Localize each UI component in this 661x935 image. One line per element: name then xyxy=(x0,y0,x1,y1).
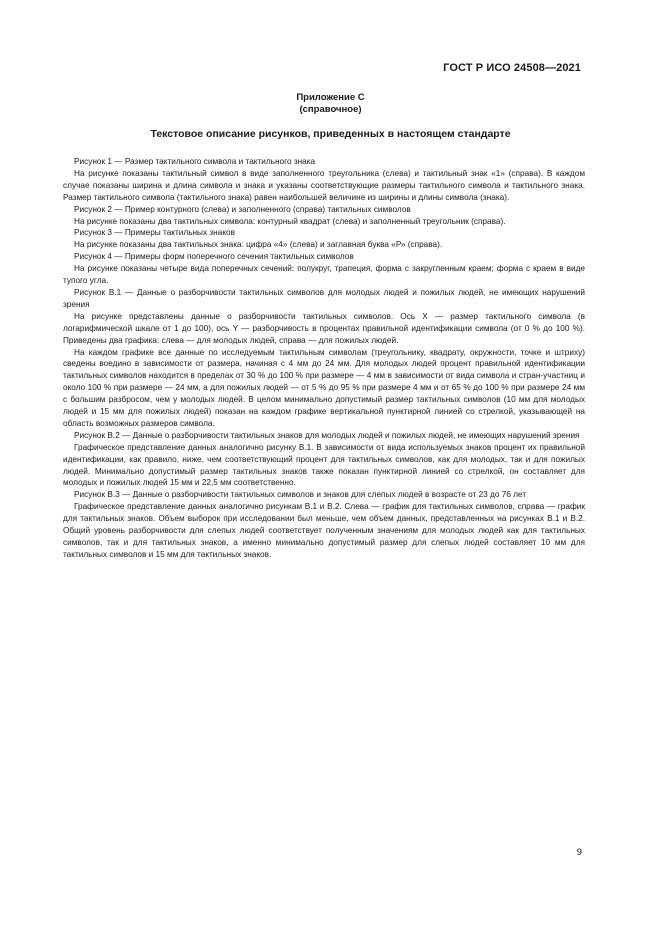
figure-caption: Рисунок 4 — Примеры форм поперечного сечения тактильных символов xyxy=(74,252,354,262)
figure-description: На каждом графике все данные по исследуемым тактильным символам (треугольнику, квадрату, окружности, точке и штриху) сведены воедино в зависимости от размера, начиная с 4 мм до 24 мм. Для молодых людей процент правильной идентификации тактильных символов находится в пределах от 30 % до 100 % при размере — 4 мм в зависимости от вида символа и стран-участниц и около 100 % при размере — 24 мм, а для пожилых людей — от 5 % до 95 % при размере 4 мм и от 65 % до 100 % при размере 24 мм с большим разбросом, чем у молодых людей. В целом минимально допустимый размер тактильных символов (10 мм для молодых людей и 15 мм для пожилых людей) показан на каждом графике вертикальной пунктирной линией со стрелкой, указывающей на область возможных размеров символа. xyxy=(63,347,585,428)
figure-description: На рисунке показаны два тактильных символа: контурный квадрат (слева) и заполненный треугольник (справа). xyxy=(74,216,506,226)
figure-description: На рисунке представлены данные о разборчивости тактильных символов. Ось Х — размер тактильного символа (в логарифмической шкале от 1 до 100), ось Y — разборчивость в процентах правильной идентификации символа (от 0 % до 100 %). Приведены два графика: слева — для молодых людей, справа — для пожилых людей. xyxy=(63,311,585,345)
standard-code: ГОСТ Р ИСО 24508—2021 xyxy=(443,62,581,74)
figure-caption: Рисунок 3 — Примеры тактильных знаков xyxy=(74,228,236,238)
figure-description: На рисунке показаны тактильный символ в виде заполненного треугольника (слева) и тактильный знак «1» (справа). В каждом случае показаны ширина и длина символа и знака и указаны соответствующие размеры тактильного символа и тактильного знака. Размер тактильного символа (тактильного знака) равен наибольшей величине из ширины и длины символа (знака). xyxy=(63,168,585,202)
body-text xyxy=(63,156,585,561)
figure-caption: Рисунок В.1 — Данные о разборчивости тактильных символов для молодых людей и пожилых людей, не имеющих нарушений зрения xyxy=(63,287,585,309)
figure-caption: Рисунок 2 — Пример контурного (слева) и заполненного (справа) тактильных символов xyxy=(74,204,411,214)
annex-heading xyxy=(0,92,661,116)
figure-description: На рисунке показаны два тактильных знака: цифра «4» (слева) и заглавная буква «Р» (справа). xyxy=(74,240,443,250)
figure-description: На рисунке показаны четыре вида поперечных сечений: полукруг, трапеция, форма с закругленным краем; форма с краем в виде тупого угла. xyxy=(63,264,585,286)
figure-caption: Рисунок В.2 — Данные о разборчивости тактильных знаков для молодых людей и пожилых людей, не имеющих нарушений зрения xyxy=(74,430,580,440)
page-number: 9 xyxy=(576,847,582,858)
figure-caption: Рисунок 1 — Размер тактильного символа и тактильного знака xyxy=(74,157,316,166)
annex-title: Текстовое описание рисунков, приведенных в настоящем стандарте xyxy=(150,128,511,140)
figure-caption: Рисунок В.3 — Данные о разборчивости тактильных символов и знаков для слепых людей в возрасте от 23 до 76 лет xyxy=(74,490,527,500)
annex-status: (справочное) xyxy=(299,104,362,115)
figure-description: Графическое представление данных аналогично рисунку В.1. В зависимости от вида используемых знаков процент их правильной идентификации, как правило, ниже, чем соответствующий процент для тактильных символов, как для молодых, так и для пожилых людей. Минимально допустимый размер тактильных знаков также показан пунктирной линией со стрелкой, он составляет для молодых и пожилых людей 15 мм и 22,5 мм соответственно. xyxy=(63,442,585,488)
figure-description: Графическое представление данных аналогично рисункам В.1 и В.2. Слева — график для тактильных символов, справа — график для тактильных знаков. Объем выборок при исследовании был меньше, чем объем данных, представленных на рисунках В.1 и В.2. Общий уровень разборчивости для слепых людей соответствует полученным значениям для молодых людей как для тактильных символов, так и для тактильных знаков, а именно минимально допустимый размер для слепых людей составляет 10 мм для тактильных символов и 15 мм для тактильных знаков. xyxy=(63,502,585,559)
annex-label: Приложение С xyxy=(296,92,365,103)
